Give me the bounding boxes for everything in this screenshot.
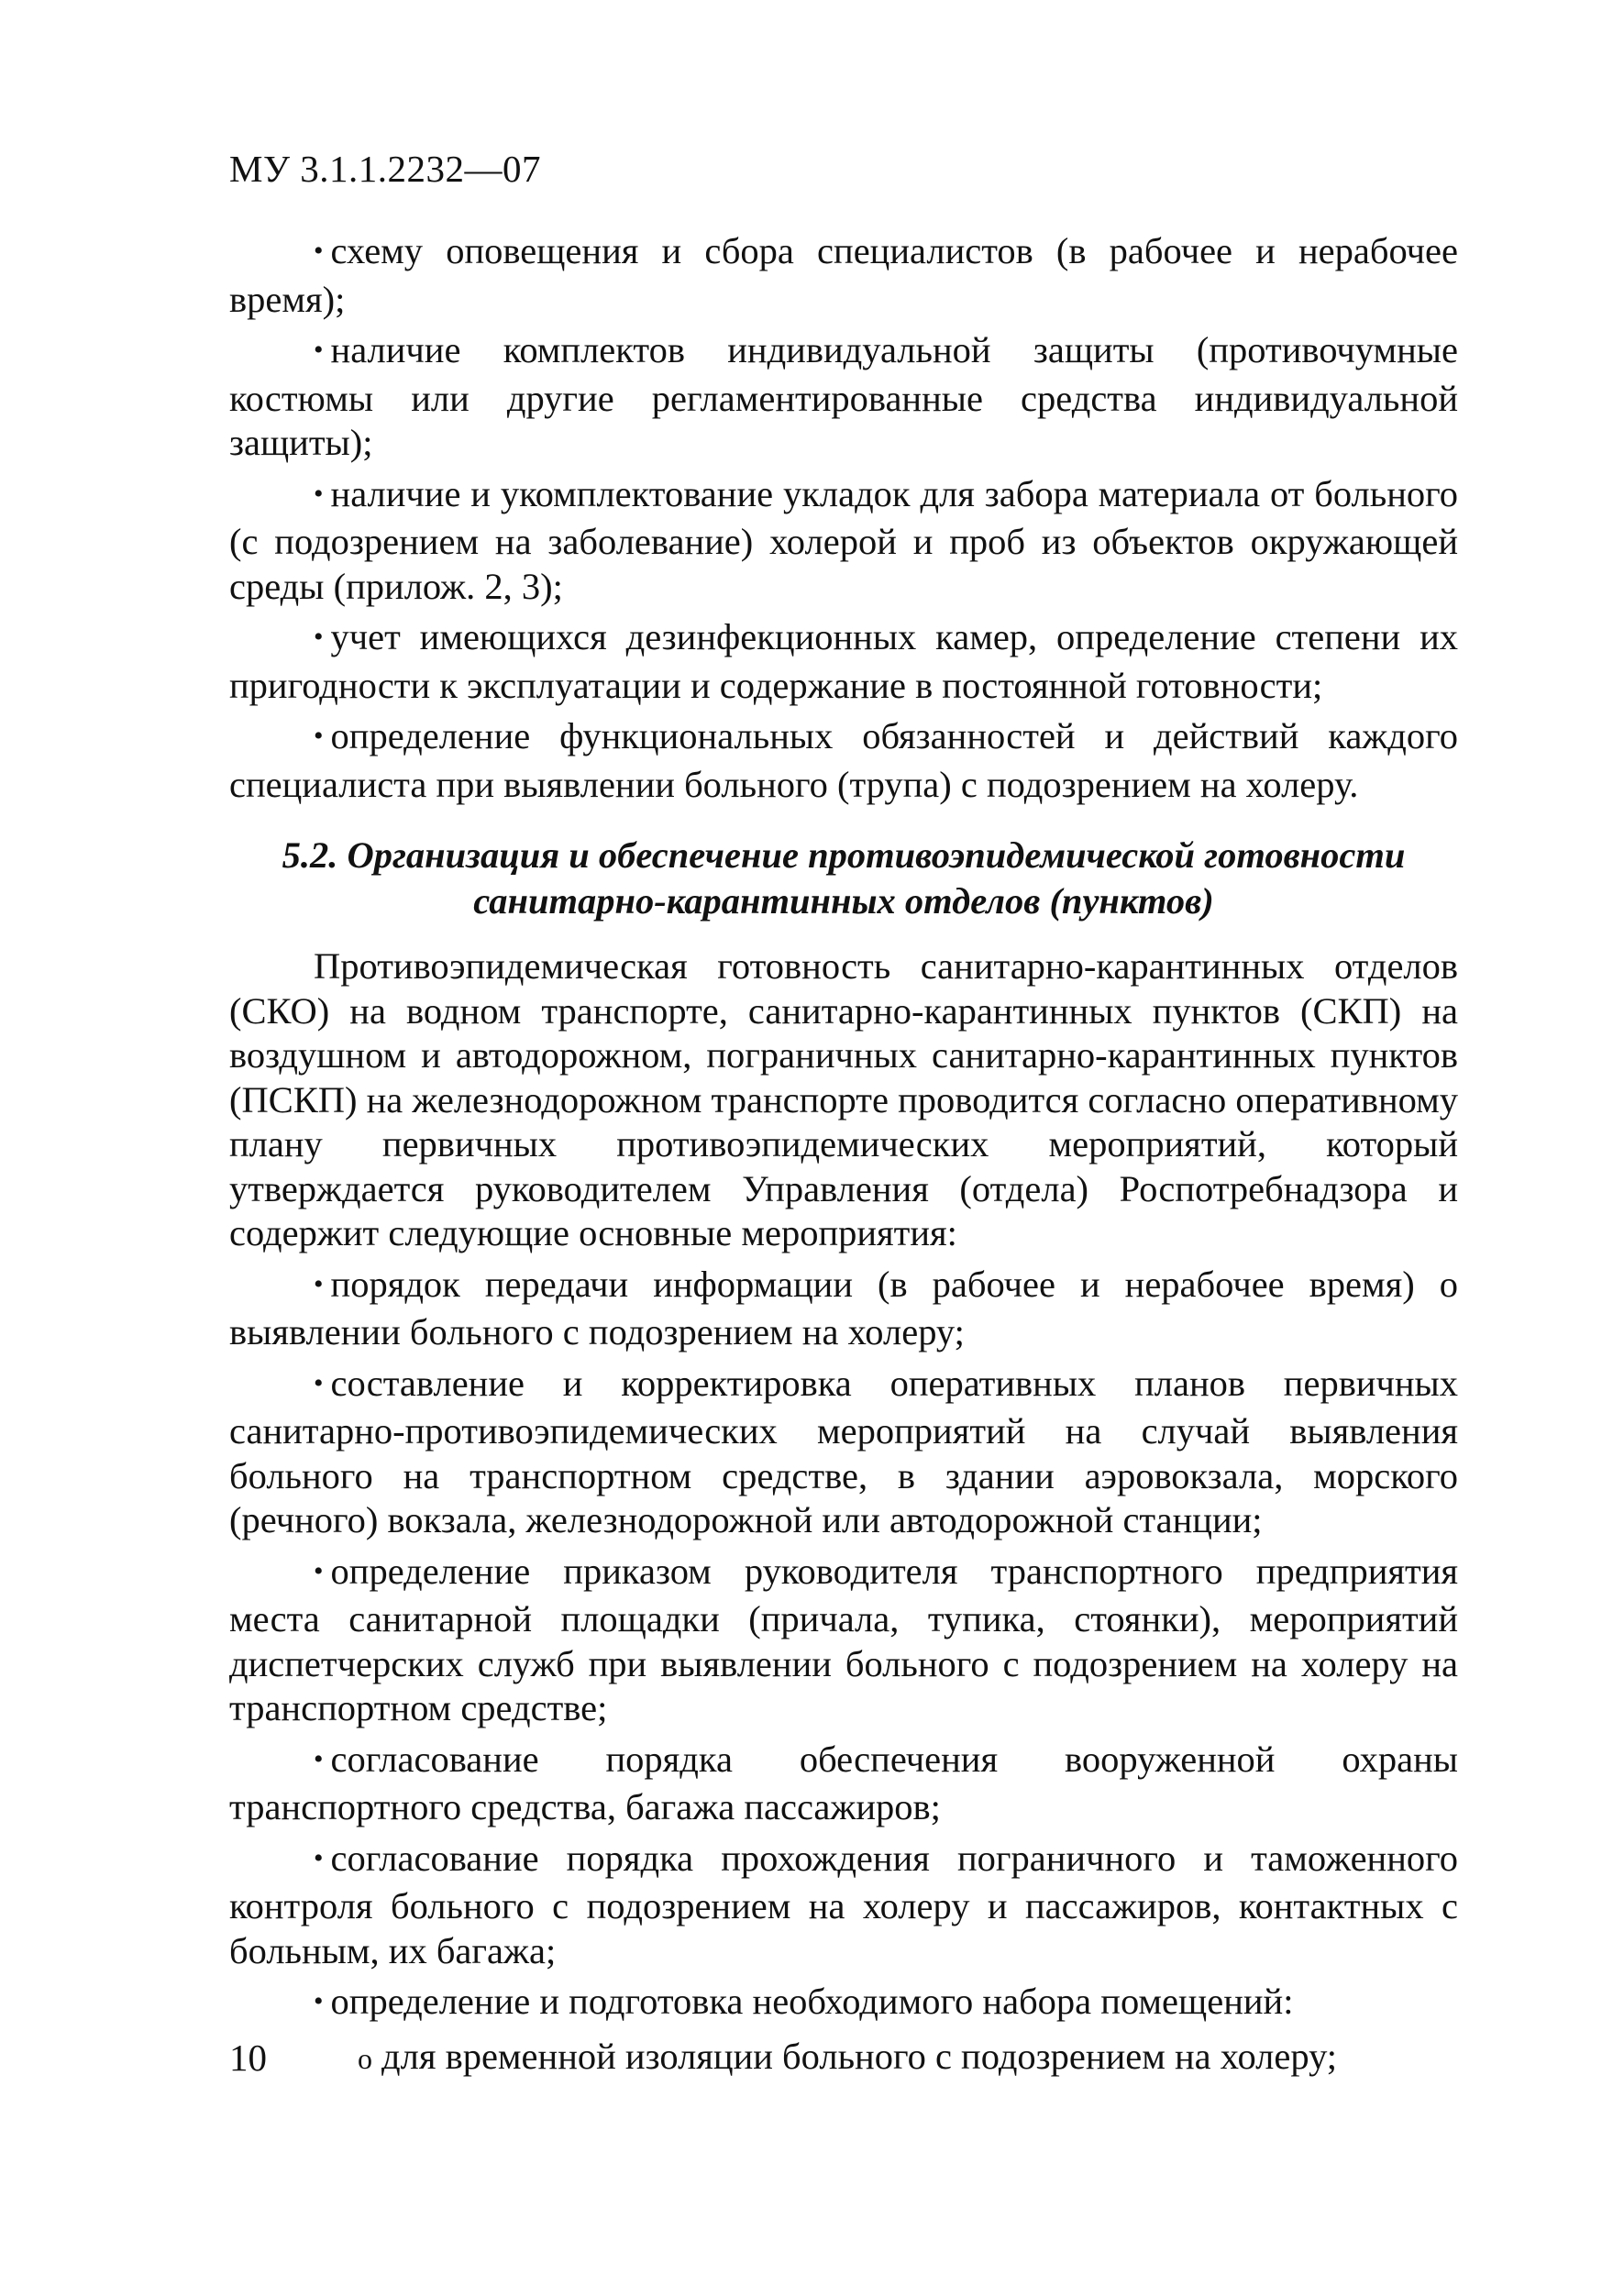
document-code-header: МУ 3.1.1.2232—07 — [229, 148, 541, 190]
bullet-item — [229, 328, 1458, 466]
bullet-item — [229, 1362, 1458, 1543]
bullet-item — [229, 472, 1458, 610]
bullet-icon: • — [314, 335, 324, 365]
sub-bullet-text: для временной изоляции больного с подозрением на холеру; — [381, 2035, 1338, 2077]
bullet-text: наличие комплектов индивидуальной защиты (противочумные костюмы или другие регламентированные средства индивидуальной защиты); — [229, 329, 1458, 463]
bullet-icon: • — [314, 236, 324, 266]
bullet-text: согласование порядка обеспечения вооруженной охраны транспортного средства, багажа пассажиров; — [229, 1738, 1458, 1827]
bullet-item — [229, 1980, 1458, 2028]
bullet-text: схему оповещения и сбора специалистов (в рабочее и нерабочее время); — [229, 230, 1458, 320]
bullet-item — [229, 1837, 1458, 1974]
bullet-icon: • — [314, 1986, 324, 2016]
bullet-text: определение функциональных обязанностей и действий каждого специалиста при выявлении больного (трупа) с подозрением на холеру. — [229, 715, 1458, 805]
bullet-item — [229, 1738, 1458, 1830]
section-heading-line-2: санитарно-карантинных отделов (пунктов) — [473, 880, 1214, 922]
bullet-icon: • — [314, 1367, 324, 1398]
bullet-text: согласование порядка прохождения пограничного и таможенного контроля больного с подозрением на холеру и пассажиров, контактных с больным, их багажа; — [229, 1837, 1458, 1971]
circle-bullet-icon: о — [358, 2041, 372, 2075]
section-intro-paragraph: Противоэпидемическая готовность санитарно-карантинных отделов (СКО) на водном транспорте, санитарно-карантинных пунктов (СКП) на воздушном и автодорожном, пограничных санитарно-карантинных пунктов (ПСКП) на железнодорожном транспорте проводится согласно оперативному плану первичных противоэпидемических мероприятий, который утверждается руководителем Управления (отдела) Роспотребнадзора и содержит следующие основные мероприятия: — [229, 945, 1458, 1253]
bullet-text: определение приказом руководителя транспортного предприятия места санитарной площадки (причала, тупика, стоянки), мероприятий диспетчерских служб при выявлении больного с подозрением на холеру на транспортном средстве; — [229, 1550, 1458, 1728]
bullet-icon: • — [314, 1268, 324, 1299]
page-number: 10 — [229, 2037, 267, 2079]
sub-bullet-item — [229, 2035, 1458, 2081]
bullet-text: наличие и укомплектование укладок для забора материала от больного (с подозрением на заболевание) холерой и проб из объектов окружающей среды (прилож. 2, 3); — [229, 472, 1458, 607]
bullet-item — [229, 1263, 1458, 1355]
bullet-item — [229, 615, 1458, 708]
bullet-text: составление и корректировка оперативных планов первичных санитарно-противоэпидемических мероприятий на случай выявления больного на транспортном средстве, в здании аэровокзала, морского (речного) вокзала, железнодорожной или автодорожной станции; — [229, 1362, 1458, 1540]
bullet-icon: • — [314, 1555, 324, 1586]
bullet-icon: • — [314, 721, 324, 751]
bullet-icon: • — [314, 1743, 324, 1774]
bullet-icon: • — [314, 478, 324, 509]
bullet-text: определение и подготовка необходимого набора помещений: — [330, 1981, 1294, 2022]
section-heading — [229, 833, 1458, 924]
bullet-icon: • — [314, 1842, 324, 1873]
bullet-icon: • — [314, 622, 324, 652]
bullet-text: порядок передачи информации (в рабочее и нерабочее время) о выявлении больного с подозрением на холеру; — [229, 1263, 1458, 1352]
bullet-item — [229, 1550, 1458, 1731]
document-body — [229, 229, 1458, 2087]
section-heading-line-1: 5.2. Организация и обеспечение противоэпидемической готовности — [282, 834, 1406, 876]
bullet-text: учет имеющихся дезинфекционных камер, определение степени их пригодности к эксплуатации и содержание в постоянной готовности; — [229, 616, 1458, 706]
bullet-item — [229, 714, 1458, 807]
bullet-item — [229, 229, 1458, 322]
